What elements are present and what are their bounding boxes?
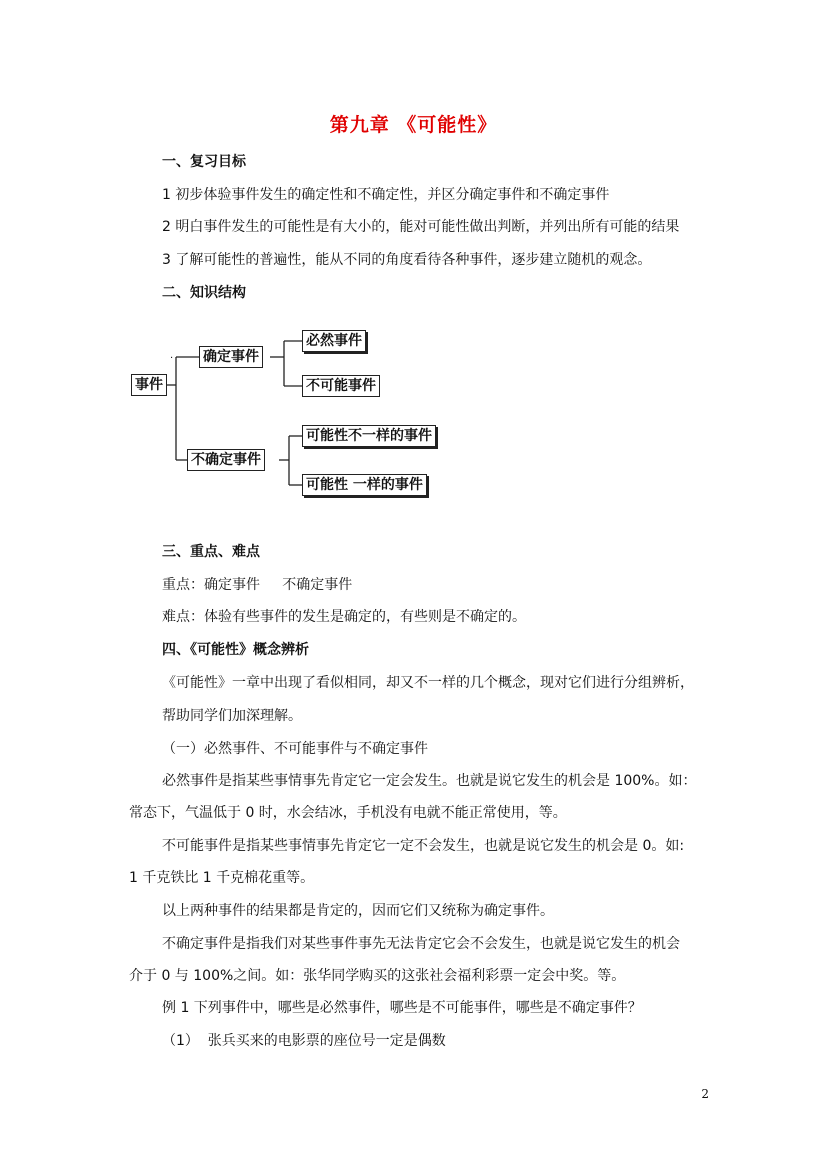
diagram-node-equal: 可能性 一样的事件 (302, 474, 427, 496)
page-title: 第九章 《可能性》 (329, 114, 498, 136)
diagram-dot: · (170, 353, 174, 364)
paragraph-line: 常态下，气温低于 0 时，水会结冰，手机没有电就不能正常使用，等。 (129, 805, 567, 821)
paragraph-line: 介于 0 与 100%之间。如：张华同学购买的这张社会福利彩票一定会中奖。等。 (129, 968, 626, 984)
diagram-node-unequal: 可能性不一样的事件 (302, 425, 436, 447)
example-item-1: （1） 张兵买来的电影票的座位号一定是偶数 (162, 1033, 446, 1049)
paragraph-line: 必然事件是指某些事情事先肯定它一定会发生。也就是说它发生的机会是 100%。如： (162, 773, 697, 789)
section-2-heading: 二、知识结构 (162, 285, 246, 301)
diagram-node-inevitable: 必然事件 (302, 330, 366, 352)
key-point: 重点：确定事件 不确定事件 (162, 577, 353, 593)
paragraph-line: 不可能事件是指某些事情事先肯定它一定不会发生，也就是说它发生的机会是 0。如: (162, 838, 685, 854)
diagram-node-impossible: 不可能事件 (302, 375, 380, 397)
diagram-node-certain: 确定事件 (199, 346, 263, 368)
paragraph-line: 以上两种事件的结果都是肯定的，因而它们又统称为确定事件。 (162, 903, 554, 919)
diagram-node-events: 事件 (131, 374, 167, 396)
goal-item-3: 3 了解可能性的普遍性，能从不同的角度看待各种事件，逐步建立随机的观念。 (162, 252, 652, 268)
paragraph-line: 帮助同学们加深理解。 (162, 708, 302, 724)
goal-item-2: 2 明白事件发生的可能性是有大小的，能对可能性做出判断，并列出所有可能的结果 (162, 219, 680, 235)
paragraph-line: 《可能性》一章中出现了看似相同，却又不一样的几个概念，现对它们进行分组辨析， (162, 675, 694, 691)
paragraph-line: 1 千克铁比 1 千克棉花重等。 (129, 870, 315, 886)
paragraph-line: 不确定事件是指我们对某些事件事先无法肯定它会不会发生，也就是说它发生的机会 (162, 936, 680, 952)
example-question: 例 1 下列事件中，哪些是必然事件，哪些是不可能事件，哪些是不确定事件？ (162, 1000, 642, 1016)
section-3-heading: 三、重点、难点 (162, 544, 260, 560)
section-1-heading: 一、复习目标 (162, 154, 246, 170)
subsection-heading: （一）必然事件、不可能事件与不确定事件 (162, 741, 428, 757)
diagram-node-uncertain: 不确定事件 (187, 449, 265, 471)
goal-item-1: 1 初步体验事件发生的确定性和不确定性，并区分确定事件和不确定事件 (162, 187, 610, 203)
section-4-heading: 四、《可能性》概念辨析 (162, 642, 309, 658)
difficulty: 难点：体验有些事件的发生是确定的，有些则是不确定的。 (162, 609, 526, 625)
page-number: 2 (701, 1087, 709, 1101)
